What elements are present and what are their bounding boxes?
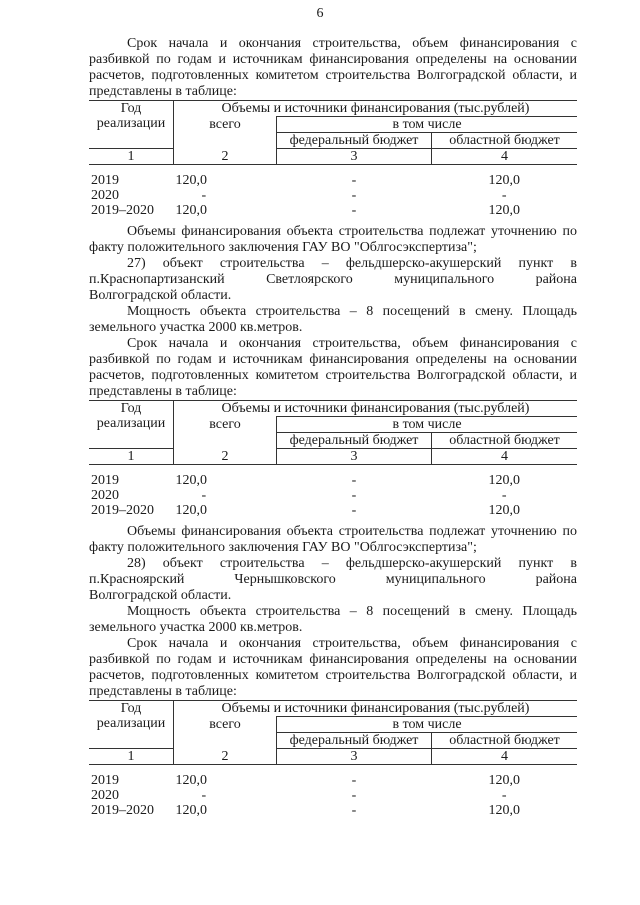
paragraph-funding-note-1: Объемы финансирования объекта строительства подлежат уточнению по факту положительного заключения ГАУ ВО "Облгосэкспертиза"; — [89, 224, 577, 255]
table-row — [89, 173, 577, 188]
paragraph-capacity-27: Мощность объекта строительства – 8 посещений в смену. Площадь земельного участка 2000 кв.метров. — [89, 304, 577, 335]
cell-total: 120,0 — [175, 473, 207, 488]
cell-year: 2020 — [91, 488, 119, 503]
header-federal: федеральный бюджет — [277, 433, 432, 449]
cell-total: - — [201, 788, 207, 803]
financing-table-2 — [89, 400, 577, 518]
column-number: 4 — [432, 449, 578, 465]
cell-federal: - — [351, 188, 357, 203]
cell-regional: 120,0 — [488, 503, 520, 518]
table-row — [89, 503, 577, 518]
table-row — [89, 473, 577, 488]
column-number: 3 — [277, 749, 432, 765]
financing-table — [89, 400, 577, 518]
cell-year: 2019 — [91, 473, 119, 488]
cell-year: 2019–2020 — [91, 203, 154, 218]
financing-table — [89, 700, 577, 818]
header-regional: областной бюджет — [432, 733, 578, 749]
header-regional: областной бюджет — [432, 433, 578, 449]
cell-total: 120,0 — [175, 173, 207, 188]
column-number: 4 — [432, 749, 578, 765]
header-incl: в том числе — [277, 117, 578, 133]
column-number: 4 — [432, 149, 578, 165]
header-year: Год реализации — [89, 701, 174, 733]
cell-federal: - — [351, 173, 357, 188]
paragraph-capacity-28: Мощность объекта строительства – 8 посещений в смену. Площадь земельного участка 2000 кв.метров. — [89, 604, 577, 635]
paragraph-object-28: 28) объект строительства – фельдшерско-акушерский пункт в п.Красноярский Чернышковского муниципального района — [89, 556, 577, 587]
document-body — [89, 36, 577, 818]
cell-year: 2019 — [91, 173, 119, 188]
cell-federal: - — [351, 788, 357, 803]
cell-federal: - — [351, 473, 357, 488]
column-number: 1 — [89, 749, 174, 765]
column-number: 3 — [277, 449, 432, 465]
cell-year: 2020 — [91, 788, 119, 803]
header-volumes: Объемы и источники финансирования (тыс.рублей) — [174, 101, 578, 117]
header-federal: федеральный бюджет — [277, 133, 432, 149]
cell-total: 120,0 — [175, 803, 207, 818]
paragraph-object-27-region: Волгоградской области. — [89, 288, 232, 303]
header-federal: федеральный бюджет — [277, 733, 432, 749]
table-row — [89, 773, 577, 788]
cell-total: 120,0 — [175, 203, 207, 218]
cell-federal: - — [351, 203, 357, 218]
financing-table-1 — [89, 100, 577, 218]
table-row — [89, 188, 577, 203]
cell-year: 2020 — [91, 188, 119, 203]
paragraph-schedule-1: Срок начала и окончания строительства, объем финансирования с разбивкой по годам и источникам финансирования определены на основании расчетов, подготовленных комитетом строительства Волгоградской области, и представлены в таблице: — [89, 36, 577, 99]
page-number: 6 — [316, 6, 324, 21]
table-row — [89, 203, 577, 218]
cell-regional: - — [501, 788, 507, 803]
header-year: Год реализации — [89, 101, 174, 133]
table-row — [89, 803, 577, 818]
header-incl: в том числе — [277, 717, 578, 733]
column-number: 2 — [174, 749, 277, 765]
header-total: всего — [174, 717, 277, 749]
cell-year: 2019–2020 — [91, 803, 154, 818]
cell-total: 120,0 — [175, 773, 207, 788]
cell-regional: 120,0 — [488, 203, 520, 218]
header-incl: в том числе — [277, 417, 578, 433]
column-number: 2 — [174, 149, 277, 165]
header-volumes: Объемы и источники финансирования (тыс.рублей) — [174, 401, 578, 417]
cell-regional: 120,0 — [488, 803, 520, 818]
paragraph-schedule-3: Срок начала и окончания строительства, объем финансирования с разбивкой по годам и источникам финансирования определены на основании расчетов, подготовленных комитетом строительства Волгоградской области, и представлены в таблице: — [89, 636, 577, 699]
column-number: 3 — [277, 149, 432, 165]
cell-federal: - — [351, 488, 357, 503]
paragraph-object-27: 27) объект строительства – фельдшерско-акушерский пункт в п.Краснопартизанский Светлоярского муниципального района — [89, 256, 577, 287]
cell-year: 2019 — [91, 773, 119, 788]
header-year: Год реализации — [89, 401, 174, 433]
header-total: всего — [174, 117, 277, 149]
cell-federal: - — [351, 503, 357, 518]
cell-regional: 120,0 — [488, 773, 520, 788]
cell-regional: - — [501, 188, 507, 203]
cell-year: 2019–2020 — [91, 503, 154, 518]
cell-regional: 120,0 — [488, 173, 520, 188]
table-row — [89, 788, 577, 803]
cell-regional: - — [501, 488, 507, 503]
cell-regional: 120,0 — [488, 473, 520, 488]
paragraph-schedule-2: Срок начала и окончания строительства, объем финансирования с разбивкой по годам и источникам финансирования определены на основании расчетов, подготовленных комитетом строительства Волгоградской области, и представлены в таблице: — [89, 336, 577, 399]
financing-table — [89, 100, 577, 218]
header-regional: областной бюджет — [432, 133, 578, 149]
cell-total: 120,0 — [175, 503, 207, 518]
cell-federal: - — [351, 773, 357, 788]
cell-federal: - — [351, 803, 357, 818]
paragraph-object-28-region: Волгоградской области. — [89, 588, 232, 603]
header-volumes: Объемы и источники финансирования (тыс.рублей) — [174, 701, 578, 717]
financing-table-3 — [89, 700, 577, 818]
column-number: 1 — [89, 449, 174, 465]
column-number: 1 — [89, 149, 174, 165]
paragraph-funding-note-2: Объемы финансирования объекта строительства подлежат уточнению по факту положительного заключения ГАУ ВО "Облгосэкспертиза"; — [89, 524, 577, 555]
header-total: всего — [174, 417, 277, 449]
column-number: 2 — [174, 449, 277, 465]
table-row — [89, 488, 577, 503]
cell-total: - — [201, 488, 207, 503]
cell-total: - — [201, 188, 207, 203]
